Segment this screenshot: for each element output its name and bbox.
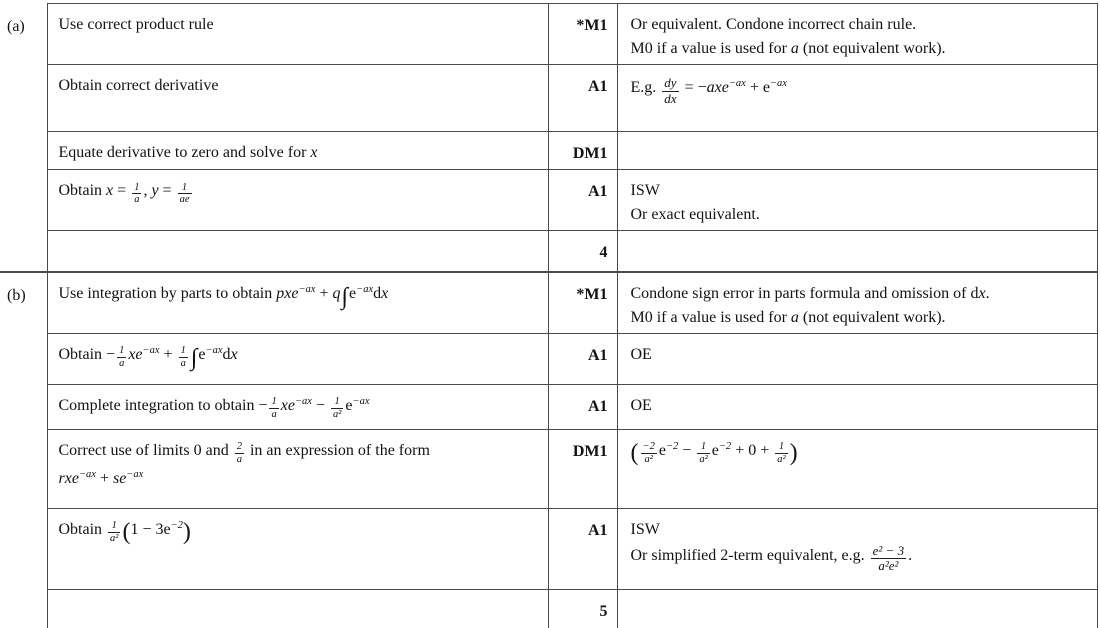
guidance-cell: ISW Or exact equivalent. — [617, 170, 1097, 231]
answer-cell: Obtain x = $\frac{1}{a}$ , y = $\frac{1}{ae}$ — [47, 170, 548, 231]
mark-scheme-table — [0, 3, 1098, 628]
table-row — [0, 384, 1097, 429]
mark-cell: *M1 — [548, 272, 617, 334]
part-label-a: (a) — [0, 4, 47, 272]
answer-cell: Complete integration to obtain − $\frac{1}{a}$ $xe^{-ax}$ − $\frac{1}{\text{a²}}$ $e^{-ax}$ — [47, 384, 548, 429]
guidance-cell: Or equivalent. Condone incorrect chain rule. M0 if a value is used for a (not equivalent work). — [617, 4, 1097, 65]
answer-cell: Use correct product rule — [47, 4, 548, 65]
answer-cell: Obtain − $\frac{1}{a}$ $xe^{-ax}$ + $\frac{1}{a}$ $\int e^{-ax}dx$ — [47, 333, 548, 384]
part-total-cell: 4 — [548, 231, 617, 272]
answer-cell: Use integration by parts to obtain $pxe^{-ax} + q\int e^{-ax}dx$ — [47, 272, 548, 334]
mark-cell: DM1 — [548, 429, 617, 508]
guidance-cell: Condone sign error in parts formula and omission of dx. M0 if a value is used for a (not equivalent work). — [617, 272, 1097, 334]
integral-sign: ∫ — [191, 345, 198, 371]
guidance-cell — [617, 231, 1097, 272]
mark-cell: A1 — [548, 333, 617, 384]
answer-cell: Equate derivative to zero and solve for x — [47, 132, 548, 170]
mark-cell: *M1 — [548, 4, 617, 65]
guidance-cell: OE — [617, 333, 1097, 384]
table-row — [0, 272, 1097, 334]
mark-cell: A1 — [548, 65, 617, 132]
answer-cell: Obtain correct derivative — [47, 65, 548, 132]
guidance-cell: ( $\frac{-2}{\text{a²}}$ $e^{-2}$ − $\frac{1}{\text{a²}}$ $e^{-2} + 0$ + $\frac{1}{\text{a²}}$ ) — [617, 429, 1097, 508]
mark-cell: A1 — [548, 170, 617, 231]
table-row — [0, 508, 1097, 589]
guidance-cell: OE — [617, 384, 1097, 429]
answer-cell — [47, 231, 548, 272]
part-total-cell: 5 — [548, 589, 617, 628]
table-row — [0, 4, 1097, 65]
guidance-cell: ISW Or simplified 2-term equivalent, e.g. $\frac{\text{e² − 3}}{\text{a²e²}}$ . — [617, 508, 1097, 589]
table-row total-row — [0, 589, 1097, 628]
integral-sign: ∫ — [341, 284, 348, 310]
answer-cell: Correct use of limits 0 and $\frac{2}{a}$ in an expression of the form $rxe^{-ax} + se^{-ax}$ — [47, 429, 548, 508]
answer-cell: Obtain $\frac{1}{\text{a²}}$ $(1 - 3e^{-2})$ — [47, 508, 548, 589]
table-row — [0, 170, 1097, 231]
table-row — [0, 429, 1097, 508]
guidance-cell: E.g. $\frac{dy}{dx}$ = $-axe^{-ax} + e^{-ax}$ — [617, 65, 1097, 132]
answer-cell — [47, 589, 548, 628]
table-row total-row — [0, 231, 1097, 272]
mark-cell: A1 — [548, 384, 617, 429]
mark-cell: A1 — [548, 508, 617, 589]
table-row — [0, 333, 1097, 384]
mark-cell: DM1 — [548, 132, 617, 170]
table-row — [0, 65, 1097, 132]
table-row — [0, 132, 1097, 170]
part-label-b: (b) — [0, 272, 47, 628]
guidance-cell — [617, 132, 1097, 170]
table-wrap — [0, 3, 1098, 628]
guidance-cell — [617, 589, 1097, 628]
